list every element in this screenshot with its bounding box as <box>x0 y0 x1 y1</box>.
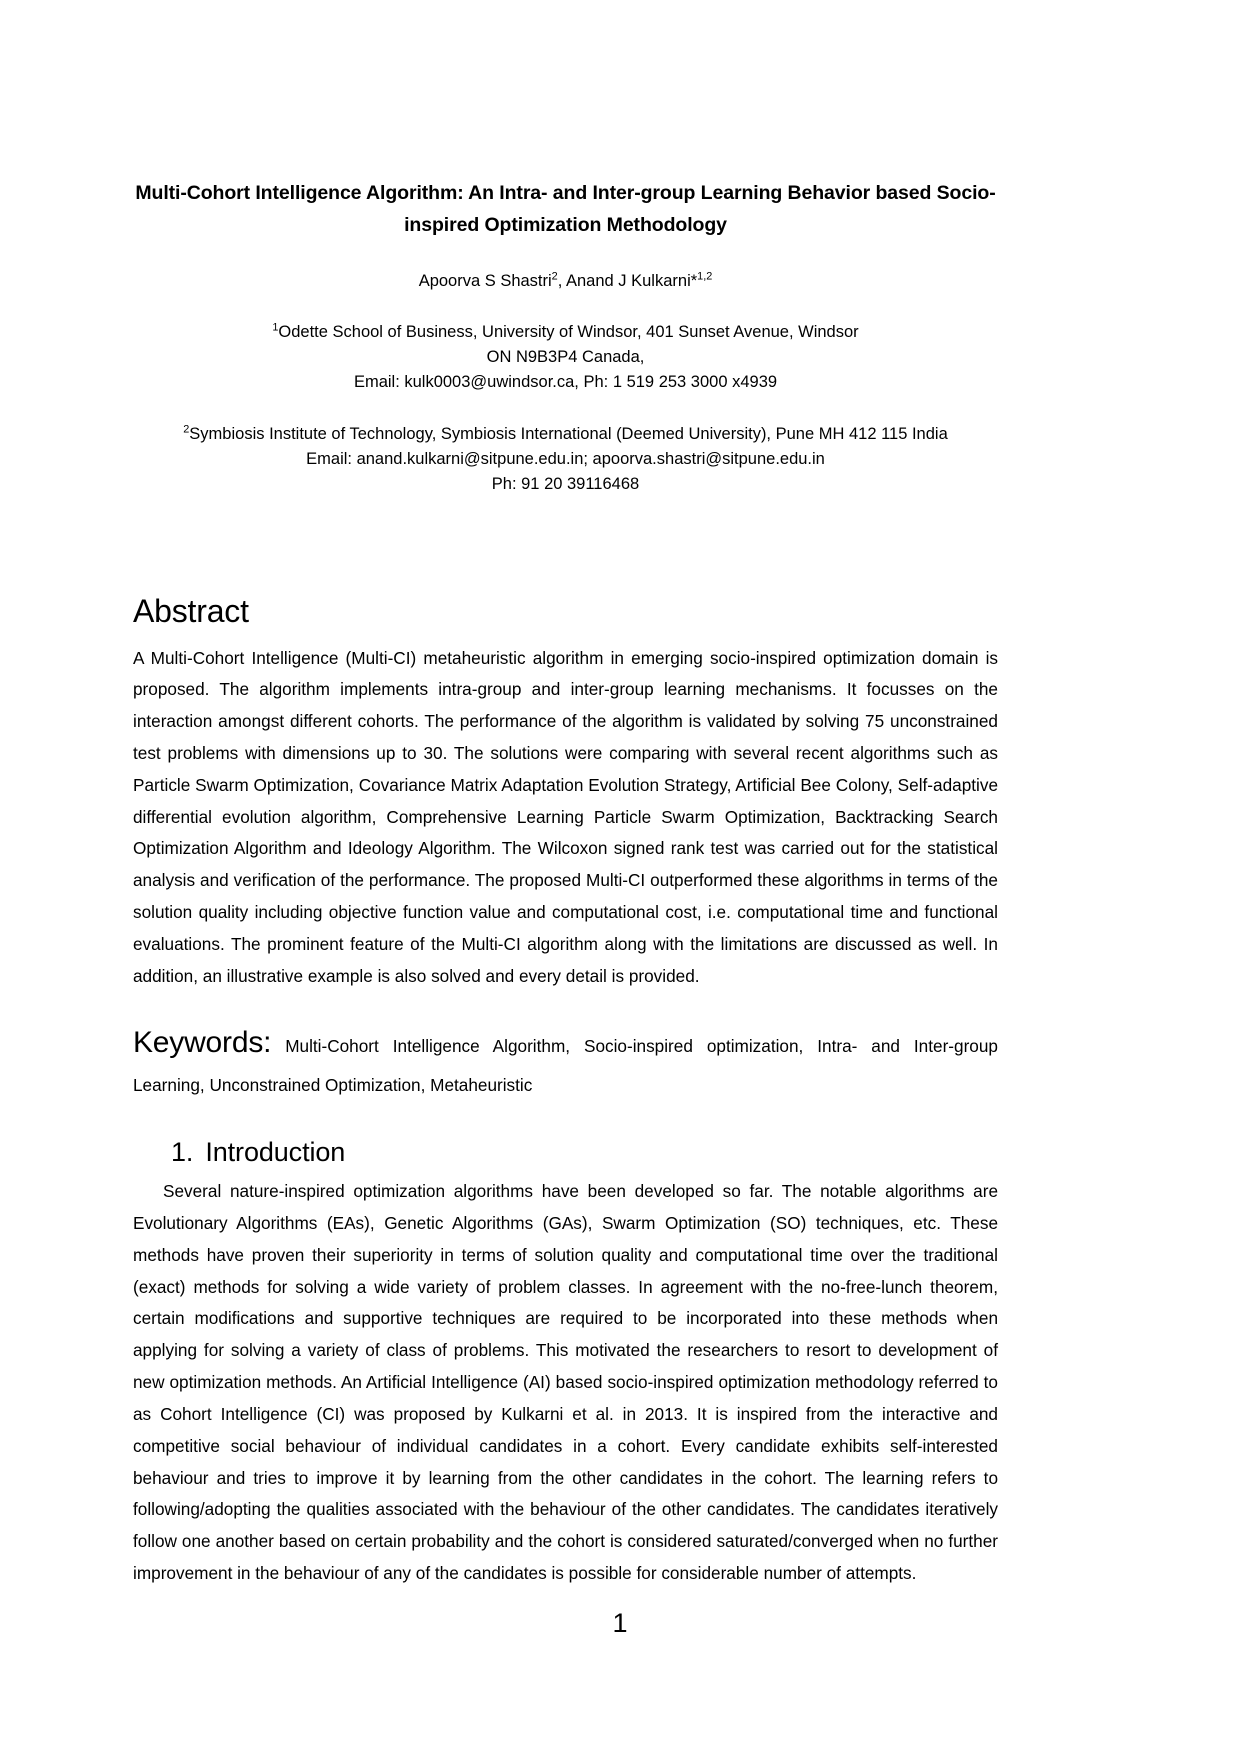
abstract-body: A Multi-Cohort Intelligence (Multi-CI) metaheuristic algorithm in emerging socio-inspired optimization domain is proposed. The algorithm implements intra-group and inter-group learning mechanisms. It focusses on the interaction amongst different cohorts. The performance of the algorithm is validated by solving 75 unconstrained test problems with dimensions up to 30. The solutions were comparing with several recent algorithms such as Particle Swarm Optimization, Covariance Matrix Adaptation Evolution Strategy, Artificial Bee Colony, Self-adaptive differential evolution algorithm, Comprehensive Learning Particle Swarm Optimization, Backtracking Search Optimization Algorithm and Ideology Algorithm. The Wilcoxon signed rank test was carried out for the statistical analysis and verification of the performance. The proposed Multi-CI outperformed these algorithms in terms of the solution quality including objective function value and computational cost, i.e. computational time and functional evaluations. The prominent feature of the Multi-CI algorithm along with the limitations are discussed as well. In addition, an illustrative example is also solved and every detail is provided. <box>133 647 998 986</box>
affiliation-2-marker: 2 <box>183 423 190 436</box>
section-1-body: Several nature-inspired optimization algorithms have been developed so far. The notable algorithms are Evolutionary Algorithms (EAs), Genetic Algorithms (GAs), Swarm Optimization (SO) techniques, etc. These methods have proven their superiority in terms of solution quality and computational time over the traditional (exact) methods for solving a wide variety of problem classes. In agreement with the no-free-lunch theorem, certain modifications and supportive techniques are required to be incorporated into these methods when applying for solving a variety of class of problems. This motivated the researchers to resort to development of new optimization methods. An Artificial Intelligence (AI) based socio-inspired optimization methodology referred to as Cohort Intelligence (CI) was proposed by Kulkarni et al. in 2013. It is inspired from the interactive and competitive social behaviour of individual candidates in a cohort. Every candidate exhibits self-interested behaviour and tries to improve it by learning from the other candidates in the cohort. The learning refers to following/adopting the qualities associated with the behaviour of the other candidates. The candidates iteratively follow one another based on certain probability and the cohort is considered saturated/converged when no further improvement in the behaviour of any of the candidates is possible for considerable number of attempts. <box>133 1181 998 1583</box>
author-list <box>133 241 998 294</box>
affiliation-2-email: Email: anand.kulkarni@sitpune.edu.in; apoorva.shastri@sitpune.edu.in <box>306 450 825 469</box>
affiliation-2-line-1 <box>133 422 998 447</box>
affiliation-1-contact: Email: kulk0003@uwindsor.ca, Ph: 1 519 253 3000 x4939 <box>353 373 778 392</box>
affiliation-1-marker: 1 <box>272 321 279 334</box>
section-1-heading <box>133 1102 998 1168</box>
affiliation-2-institution: Symbiosis Institute of Technology, Symbiosis International (Deemed University), Pune MH 412 115 India <box>189 425 948 444</box>
affiliation-1-line-2: ON N9B3P4 Canada, <box>486 347 645 366</box>
author-separator: , <box>557 272 566 291</box>
affiliation-1 <box>133 294 998 395</box>
author-2-name: Anand J Kulkarni* <box>566 272 698 291</box>
keywords-label: Keywords: <box>133 1025 272 1059</box>
section-1-title: Introduction <box>205 1136 346 1167</box>
keywords-list: Multi-Cohort Intelligence Algorithm, Socio-inspired optimization, Intra- and Inter-group Learning, Unconstrained Optimization, Metaheuristic <box>133 1035 998 1095</box>
page-number: 1 <box>612 1608 628 1638</box>
keywords-section <box>133 993 998 1102</box>
affiliation-1-institution: Odette School of Business, University of Windsor, 401 Sunset Avenue, Windsor <box>278 322 859 341</box>
affiliation-1-line-1 <box>133 320 998 345</box>
section-1-number: 1. <box>171 1136 194 1167</box>
author-1-affiliation-marker: 2 <box>551 270 558 283</box>
author-1-name: Apoorva S Shastri <box>418 272 552 291</box>
abstract-heading: Abstract <box>133 593 249 630</box>
affiliation-2-phone: Ph: 91 20 39116468 <box>491 475 640 494</box>
affiliation-2 <box>133 395 998 497</box>
page-title: Multi-Cohort Intelligence Algorithm: An Intra- and Inter-group Learning Behavior based Socio-inspired Optimization Methodology <box>135 182 996 236</box>
page-content <box>133 0 998 1590</box>
author-2-affiliation-marker: 1,2 <box>697 270 713 283</box>
